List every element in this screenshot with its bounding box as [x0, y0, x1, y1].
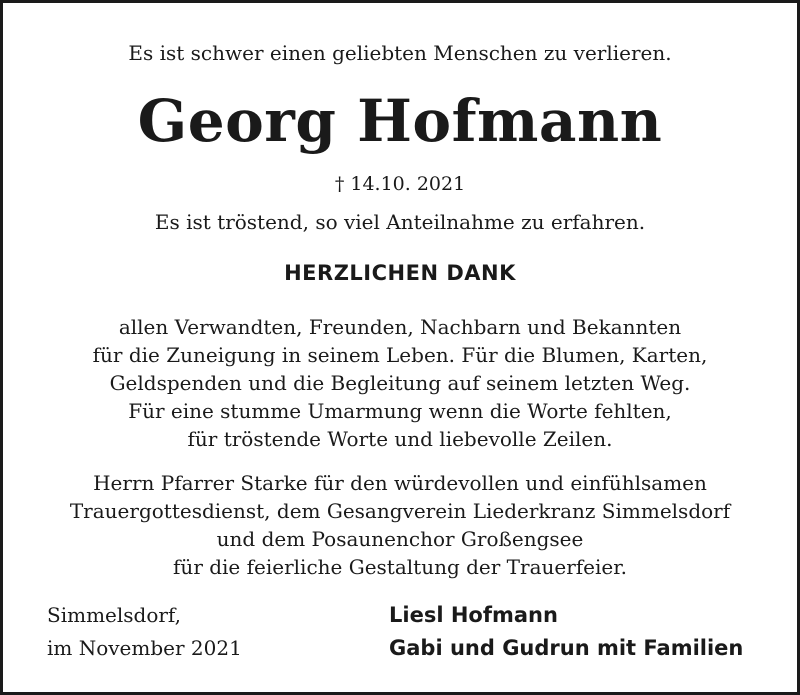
text-line: und dem Posaunenchor Großengsee: [216, 527, 584, 551]
signatory: Liesl Hofmann: [389, 603, 558, 627]
text-line: Herrn Pfarrer Starke für den würdevollen und einfühlsamen: [93, 471, 707, 495]
thanks-heading: HERZLICHEN DANK: [284, 261, 516, 285]
text-line: für die feierliche Gestaltung der Trauerfeier.: [173, 555, 627, 579]
signatories: [389, 599, 743, 665]
place: Simmelsdorf,: [47, 603, 181, 627]
text-line: Für eine stumme Umarmung wenn die Worte fehlten,: [128, 399, 672, 423]
text-line: für tröstende Worte und liebevolle Zeilen.: [187, 427, 613, 451]
deceased-name: Georg Hofmann: [137, 87, 663, 155]
date: im November 2021: [47, 636, 242, 660]
text-line: Trauergottesdienst, dem Gesangverein Liederkranz Simmelsdorf: [69, 499, 731, 523]
signatory: Gabi und Gudrun mit Familien: [389, 636, 744, 660]
thanks-paragraph-2: [3, 469, 797, 581]
thanks-paragraph-1: [3, 313, 797, 453]
place-and-date: [47, 599, 242, 665]
comfort-line: Es ist tröstend, so viel Anteilnahme zu erfahren.: [154, 210, 646, 234]
text-line: allen Verwandten, Freunden, Nachbarn und Bekannten: [118, 315, 682, 339]
text-line: für die Zuneigung in seinem Leben. Für die Blumen, Karten,: [92, 343, 708, 367]
intro-line: Es ist schwer einen geliebten Menschen zu verlieren.: [128, 41, 672, 65]
text-line: Geldspenden und die Begleitung auf seinem letzten Weg.: [109, 371, 691, 395]
death-date: † 14.10. 2021: [334, 173, 466, 195]
